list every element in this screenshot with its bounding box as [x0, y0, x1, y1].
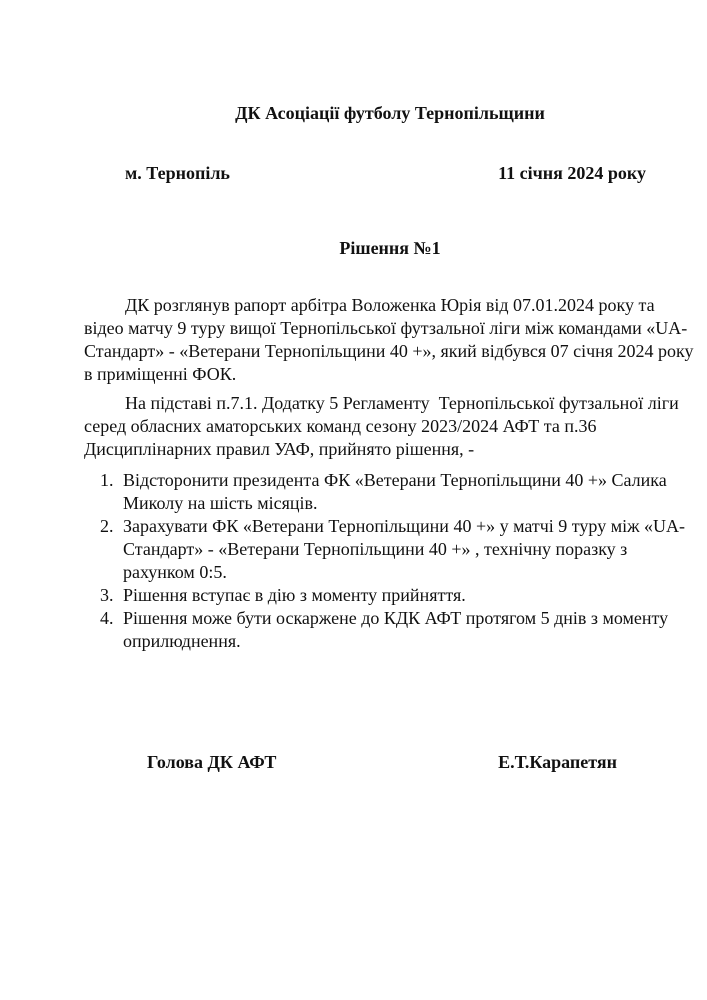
item-body	[123, 607, 668, 653]
place-label: м. Тернопіль	[125, 163, 230, 183]
decision-heading	[125, 237, 655, 260]
item-line: Рішення може бути оскаржене до КДК АФТ протягом 5 днів з моменту	[123, 608, 669, 628]
paragraph-2	[84, 392, 679, 461]
document-title	[125, 102, 655, 125]
paragraph-line: в приміщенні ФОК.	[84, 364, 237, 384]
decision-item-3	[100, 584, 660, 607]
date-label: 11 січня 2024 року	[498, 163, 646, 183]
decision-list	[100, 469, 686, 653]
item-line: Миколу на шість місяців.	[123, 493, 318, 513]
item-number: 3.	[100, 585, 114, 605]
decision-item-1	[100, 469, 667, 515]
item-body	[123, 469, 667, 515]
item-number: 2.	[100, 516, 114, 536]
paragraph-line: серед обласних аматорських команд сезону 2023/2024 АФТ та п.36	[84, 416, 597, 436]
paragraph-line: Стандарт» - «Ветерани Тернопільщини 40 +», який відбувся 07 січня 2024 року	[84, 341, 694, 361]
place-date-line	[125, 162, 646, 185]
item-line: Рішення вступає в дію з моменту прийняття.	[123, 585, 466, 605]
signature-name: Е.Т.Карапетян	[498, 752, 617, 772]
paragraph-line: відео матчу 9 туру вищої Тернопільської футзальної ліги між командами «UA-	[84, 318, 688, 338]
item-number: 1.	[100, 470, 114, 490]
item-line: оприлюднення.	[123, 631, 241, 651]
item-body	[123, 515, 685, 584]
paragraph-line: Дисциплінарних правил УАФ, прийнято рішення, -	[84, 439, 475, 459]
paragraph-1	[84, 294, 694, 386]
decision-item-2	[100, 515, 686, 584]
paragraph-line: На підставі п.7.1. Додатку 5 Регламенту Тернопільської футзальної ліги	[125, 393, 679, 413]
signature-role: Голова ДК АФТ	[147, 752, 277, 772]
item-number: 4.	[100, 608, 114, 628]
decision-item-4	[100, 607, 669, 653]
item-line: рахунком 0:5.	[123, 562, 227, 582]
item-line: Зарахувати ФК «Ветерани Тернопільщини 40 +» у матчі 9 туру між «UA-	[123, 516, 686, 536]
signature-line	[147, 751, 617, 774]
item-line: Відсторонити президента ФК «Ветерани Тернопільщини 40 +» Салика	[123, 470, 667, 490]
item-body	[123, 584, 660, 607]
document-title-text: ДК Асоціації футболу Тернопільщини	[235, 103, 545, 123]
item-line: Стандарт» - «Ветерани Тернопільщини 40 +» , технічну поразку з	[123, 539, 628, 559]
decision-heading-text: Рішення №1	[339, 238, 441, 258]
paragraph-line: ДК розглянув рапорт арбітра Воложенка Юрія від 07.01.2024 року та	[125, 295, 655, 315]
